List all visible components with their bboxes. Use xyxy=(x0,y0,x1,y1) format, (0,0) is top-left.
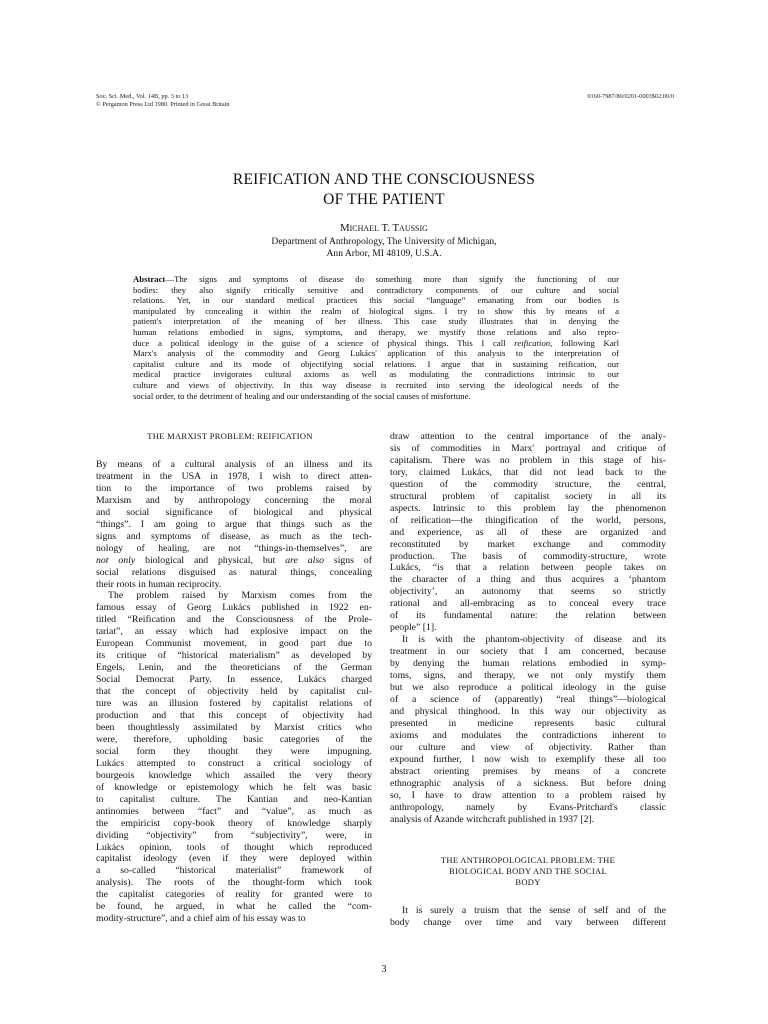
affiliation-line: Department of Anthropology, The University of Michigan, xyxy=(271,236,497,247)
text-line: bourgeois knowledge which assailed the very theory xyxy=(96,769,372,781)
text-line: its critique of “historical materialism” as developed by xyxy=(96,650,372,662)
section-heading: THE MARXIST PROBLEM: REIFICATION xyxy=(147,431,313,441)
text-line: and experience, as all of these are organized and xyxy=(390,526,666,538)
abstract xyxy=(133,274,619,401)
text-line: tariat”, an essay which had explosive impact on the xyxy=(96,626,372,638)
text-line: were, therefore, upholding basic categories of the xyxy=(96,733,372,745)
abstract-line: medical practice invigorates cultural axioms as well as modulating the contradictions intrinsic to our xyxy=(133,369,619,380)
text-line: of its fundamental nature: the relation between xyxy=(390,610,666,622)
text-line: structural problem of capitalist society in all its xyxy=(390,490,666,502)
text-line: rational and all-embracing as to conceal every trace xyxy=(390,598,666,610)
text-line: sis of commodities in Marx' portrayal and critique of xyxy=(390,442,666,454)
abstract-line: bodies: they also signify critically sensitive and contradictory components of our culture and social xyxy=(133,284,619,295)
text-line: ture was an illusion fostered by capitalist relations of xyxy=(96,698,372,710)
text-line: treatment in our society that I am concerned, because xyxy=(390,646,666,658)
article-code: 0160-7987/80/0201-0003$02.00/0 xyxy=(587,93,674,100)
text-line: modity-structure”, and a chief aim of his essay was to xyxy=(96,913,306,925)
abstract-line: duce a political ideology in the guise of a science of physical things. This I call reification, following Karl xyxy=(133,337,619,348)
text-line: Marxism and by anthropology concerning the moral xyxy=(96,494,372,506)
text-line: Lukács opinion, tools of thought which reproduced xyxy=(96,841,372,853)
title-line: OF THE PATIENT xyxy=(323,190,445,208)
text-line: of a science of (apparently) “real things”—biological xyxy=(390,693,666,705)
text-line: objectivity’, an autonomy that seems so strictly xyxy=(390,586,666,598)
right-column-text xyxy=(390,431,666,825)
text-line: dividing “objectivity” from “subjectivity”, were, in xyxy=(96,829,372,841)
section-heading-line: THE ANTHROPOLOGICAL PROBLEM: THE xyxy=(440,855,616,866)
text-line: production and that this concept of objectivity had xyxy=(96,710,372,722)
text-line: ethnographic analysis of a sickness. But before doing xyxy=(390,777,666,789)
text-line: toms, signs, and therapy, we not only mystify them xyxy=(390,670,666,682)
title-line: REIFICATION AND THE CONSCIOUSNESS xyxy=(232,171,536,188)
text-line: a so-called “historical materialist” framework of xyxy=(96,865,372,877)
section-heading xyxy=(390,855,666,888)
text-line: signs and symptoms of disease, as much as the tech- xyxy=(96,530,372,542)
abstract-line: relations. Yet, in our standard medical practices this social “language” emanating from our bodies is xyxy=(133,295,619,306)
page-number: 3 xyxy=(381,964,387,975)
text-line: to capitalist culture. The Kantian and neo-Kantian xyxy=(96,793,372,805)
text-line: their roots in human reciprocity. xyxy=(96,578,222,590)
text-line: capitalism. There was no problem in this stage of his- xyxy=(390,454,666,466)
text-line: Social Democrat Party. In essence, Lukács charged xyxy=(96,674,372,686)
text-line: so, I have to draw attention to a problem raised by xyxy=(390,789,666,801)
body-columns xyxy=(0,431,768,961)
text-line: question of the commodity structure, the central, xyxy=(390,478,666,490)
affiliation-line: Ann Arbor, MI 48109, U.S.A. xyxy=(326,247,442,259)
abstract-line: human relations embodied in signs, symptoms, and therapy, we mystify those relations and also repro- xyxy=(133,326,619,337)
right-column xyxy=(390,431,666,929)
text-line: By means of a cultural analysis of an illness and its xyxy=(96,459,372,470)
abstract-line: capitalist culture and its mode of objectifying social relations. I argue that in sustaining reification, our xyxy=(133,358,619,369)
text-line: famous essay of Georg Lukács published in 1922 en- xyxy=(96,602,372,614)
article-title xyxy=(96,170,672,209)
text-line: nology of healing, are not “things-in-themselves”, are xyxy=(96,542,372,554)
text-line: Engels, Lenin, and the theoreticians of the German xyxy=(96,662,372,674)
abstract-line: social order, to the detriment of healing and our understanding of the social causes of misfortune. xyxy=(133,390,471,401)
copyright-line: © Pergamon Press Ltd 1980. Printed in Great Britain xyxy=(96,101,230,109)
text-line: axioms and modulates the contradictions inherent to xyxy=(390,729,666,741)
left-column xyxy=(96,431,372,925)
author-name: Michael T. Taussig xyxy=(340,222,428,234)
text-line: Lukács, “is that a relation between people takes on xyxy=(390,562,666,574)
journal-citation-line: Soc. Sci. Med., Vol. 14B, pp. 3 to 13 xyxy=(96,93,189,100)
text-line: analysis). The roots of the thought-form which took xyxy=(96,877,372,889)
text-line: reconstituted by market exchange and commodity xyxy=(390,538,666,550)
text-line: titled “Reification and the Consciousness of the Prole- xyxy=(96,614,372,626)
text-line: It is with the phantom-objectivity of disease and its xyxy=(402,634,666,646)
text-line: expound further, I now wish to exemplify these all too xyxy=(390,753,666,765)
text-line: social form they thought they were impugning. xyxy=(96,745,372,757)
affiliation xyxy=(96,236,672,259)
text-line: the capitalist categories of reality for granted were to xyxy=(96,889,372,901)
text-line: been thoughtlessly assimilated by Marxist critics who xyxy=(96,721,372,733)
text-line: presented in medicine represents basic cultural xyxy=(390,717,666,729)
text-line: Lukács attempted to construct a critical sociology of xyxy=(96,757,372,769)
text-line: and physical thinghood. In this way our objectivity as xyxy=(390,705,666,717)
journal-citation xyxy=(96,93,230,110)
abstract-line: patient's interpretation of the meaning of her illness. This case study illustrates that in denying the xyxy=(133,316,619,327)
text-line: analysis of Azande witchcraft published in 1937 [2]. xyxy=(390,813,595,825)
text-line: not only biological and physical, but are also signs of xyxy=(96,554,373,566)
text-line: European Communist movement, in good part due to xyxy=(96,638,372,650)
text-line: antinomies between “fact” and “value”, as much as xyxy=(96,805,372,817)
text-line: The problem raised by Marxism comes from the xyxy=(108,590,372,602)
text-line: by denying the human relations embodied in symp- xyxy=(390,658,666,670)
text-line: our culture and view of objectivity. Rather than xyxy=(390,741,666,753)
right-column-text xyxy=(390,905,666,929)
text-line: aspects. Intrinsic to this problem lay the phenomenon xyxy=(390,502,666,514)
left-column-text xyxy=(96,459,372,925)
text-line: It is surely a truism that the sense of self and of the xyxy=(402,905,666,917)
text-line: and social significance of biological and physical xyxy=(96,506,372,518)
text-line: tory, claimed Lukács, that did not lead back to the xyxy=(390,466,666,478)
text-line: anthropology, namely by Evans-Pritchard's classic xyxy=(390,801,666,813)
section-heading-line: BODY xyxy=(515,877,541,888)
text-line: people” [1]. xyxy=(390,622,437,634)
text-line: tion to the importance of two problems raised by xyxy=(96,482,372,494)
text-line: “things”. I am going to argue that things such as the xyxy=(96,518,372,530)
text-line: of knowledge or epistemology which he felt was basic xyxy=(96,781,372,793)
section-heading-line: BIOLOGICAL BODY AND THE SOCIAL xyxy=(449,866,607,877)
abstract-label: Abstract xyxy=(133,274,166,284)
abstract-line: manipulated by concealing it within the realm of biological signs. I try to show this by means of a xyxy=(133,305,619,316)
text-line: be found, he argued, in what he called the “com- xyxy=(96,901,372,913)
text-line: treatment in the USA in 1978, I wish to direct atten- xyxy=(96,470,372,482)
text-line: social relations disguised as natural things, concealing xyxy=(96,566,372,578)
abstract-line: Abstract—The signs and symptoms of disease do something more than signify the functioning of our xyxy=(133,274,619,284)
text-line: but we also reproduce a political ideology in the guise xyxy=(390,682,666,694)
abstract-line: Marx's analysis of the commodity and Georg Lukács' application of this analysis to the interpretation of xyxy=(133,348,619,359)
text-line: the character of a thing and thus acquires a ‘phantom xyxy=(390,574,666,586)
text-line: of reification—the thingification of the world, persons, xyxy=(390,514,666,526)
abstract-line: culture and views of objectivity. In this way disease is recruited into serving the ideological needs of the xyxy=(133,379,619,390)
text-line: abstract orienting premises by means of a concrete xyxy=(390,765,666,777)
text-line: production. The basis of commodity-structure, wrote xyxy=(390,550,666,562)
text-line: body change over time and vary between different xyxy=(390,917,666,929)
text-line: draw attention to the central importance of the analy- xyxy=(390,431,666,442)
text-line: capitalist ideology (even if they were deployed within xyxy=(96,853,372,865)
text-line: the empiricist copy-book theory of knowledge sharply xyxy=(96,817,372,829)
text-line: that the concept of objectivity held by capitalist cul- xyxy=(96,686,372,698)
